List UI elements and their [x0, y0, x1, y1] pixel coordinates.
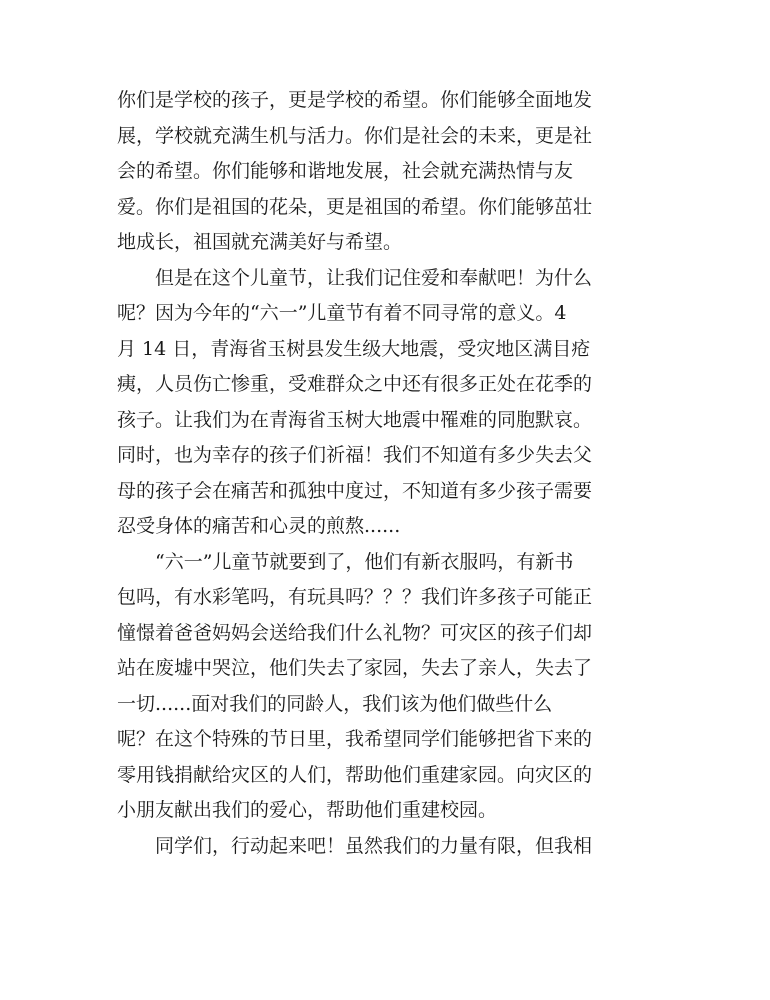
text-line: 地成长，祖国就充满美好与希望。: [117, 231, 403, 253]
text-line: 同学们，行动起来吧！虽然我们的力量有限，但我相: [155, 834, 593, 857]
text-line: 月 14 日，青海省玉树县发生级大地震，受灾地区满目疮: [117, 337, 591, 360]
paragraph: [117, 829, 642, 865]
text-line: 但是在这个儿童节，让我们记住爱和奉献吧！为什么: [155, 266, 593, 289]
text-line: 呢？在这个特殊的节日里，我希望同学们能够把省下来的: [117, 728, 593, 750]
text-line: 憧憬着爸爸妈妈会送给我们什么礼物？可灾区的孩子们却: [117, 621, 593, 644]
document-body: [117, 83, 642, 864]
paragraph: [117, 545, 642, 829]
text-line: 一切......面对我们的同龄人，我们该为他们做些什么: [117, 692, 553, 715]
text-line: 站在废墟中哭泣，他们失去了家园，失去了亲人，失去了: [117, 657, 593, 679]
text-line: 呢？因为今年的“六一”儿童节有着不同寻常的意义。4: [117, 302, 567, 324]
text-line: 母的孩子会在痛苦和孤独中度过，不知道有多少孩子需要: [117, 479, 593, 502]
text-line: 会的希望。你们能够和谐地发展，社会就充满热情与友: [117, 160, 574, 182]
paragraph: [117, 261, 642, 545]
text-line: 爱。你们是祖国的花朵，更是祖国的希望。你们能够茁壮: [117, 195, 593, 218]
text-line: 零用钱捐献给灾区的人们，帮助他们重建家园。向灾区的: [117, 763, 593, 786]
text-line: 展，学校就充满生机与活力。你们是社会的未来，更是社: [117, 124, 593, 147]
text-line: 包吗，有水彩笔吗，有玩具吗？？？我们许多孩子可能正: [117, 586, 593, 608]
text-line: 同时，也为幸存的孩子们祈福！我们不知道有多少失去父: [117, 444, 593, 466]
text-line: 痍，人员伤亡惨重，受难群众之中还有很多正处在花季的: [117, 373, 593, 395]
text-line: 小朋友献出我们的爱心，帮助他们重建校园。: [117, 799, 498, 821]
text-line: “六一”儿童节就要到了，他们有新衣服吗，有新书: [155, 550, 574, 573]
text-line: 忍受身体的痛苦和心灵的煎熬......: [117, 515, 401, 537]
paragraph: [117, 83, 642, 261]
text-line: 你们是学校的孩子，更是学校的希望。你们能够全面地发: [117, 89, 593, 111]
text-line: 孩子。让我们为在青海省玉树大地震中罹难的同胞默哀。: [117, 408, 593, 431]
